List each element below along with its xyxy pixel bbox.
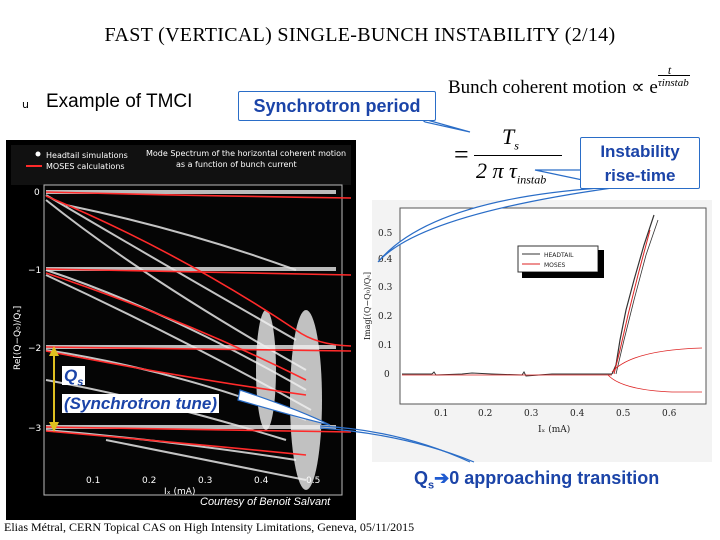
rytick-0: 0 [384, 370, 390, 380]
rytick-2: 0.2 [378, 312, 393, 322]
left-xlabel: Iₓ (mA) [164, 487, 196, 497]
transition-sub: s [428, 479, 435, 492]
coherent-motion-text: Bunch coherent motion ∝ e [448, 77, 658, 98]
rxtick-5: 0.6 [662, 409, 677, 419]
ytick-3: −3 [28, 424, 42, 434]
rxtick-1: 0.2 [478, 409, 493, 419]
qs-sub: s [77, 376, 84, 389]
xtick-2: 0.3 [198, 476, 213, 486]
rise-time-line2: rise-time [604, 166, 676, 185]
left-ylabel: Re[(Q−Q₀)/Qₛ] [13, 305, 23, 370]
exp-denominator: τinstab [657, 77, 689, 89]
rxtick-2: 0.3 [524, 409, 539, 419]
rxtick-3: 0.4 [570, 409, 585, 419]
ytick-0: 0 [34, 188, 40, 198]
rytick-3: 0.3 [378, 283, 393, 293]
legend-headtail-right: HEADTAIL [544, 252, 574, 259]
synchrotron-period-callout: Synchrotron period [238, 91, 436, 121]
qs-line2: (Synchrotron tune) [64, 394, 217, 414]
formula-den-main: 2 π τ [476, 158, 517, 183]
courtesy-credit: Courtesy of Benoit Salvant [200, 496, 331, 508]
qs-main: Q [64, 366, 78, 385]
bullet-marker: u [22, 98, 29, 111]
plot-header-line2: as a function of bunch current [176, 160, 297, 169]
footer-citation: Elias Métral, CERN Topical CAS on High Intensity Limitations, Geneva, 05/11/2015 [4, 520, 415, 534]
formula-num-main: T [502, 124, 515, 149]
xtick-0: 0.1 [86, 476, 101, 486]
formula-num-sub: s [514, 138, 519, 153]
rise-time-callout [580, 137, 700, 189]
rytick-4: 0.4 [378, 255, 393, 265]
xtick-3: 0.4 [254, 476, 269, 486]
synchrotron-tune-label [62, 365, 219, 415]
rxtick-4: 0.5 [616, 409, 631, 419]
rise-time-line1: Instability [600, 142, 680, 161]
legend-moses: MOSES calculations [46, 162, 125, 171]
rytick-1: 0.1 [378, 341, 393, 351]
xtick-1: 0.2 [142, 476, 157, 486]
transition-q: Q [414, 468, 429, 488]
transition-rest: 0 approaching transition [449, 468, 660, 488]
transition-note [414, 468, 659, 492]
right-arrow-icon: ➔ [434, 468, 450, 488]
formula-den-sub: instab [516, 172, 547, 187]
legend-moses-right: MOSES [544, 262, 566, 269]
xtick-4: 0.5 [306, 476, 321, 486]
slide-title: FAST (VERTICAL) SINGLE-BUNCH INSTABILITY (2/14) [104, 24, 616, 46]
plot-header-line1: Mode Spectrum of the horizontal coherent motion [146, 149, 347, 158]
formula-equals: = [454, 140, 469, 169]
exp-numerator: t [667, 63, 672, 77]
ytick-2: −2 [28, 344, 42, 354]
example-text: Example of TMCI [46, 91, 193, 112]
ytick-1: −1 [28, 266, 42, 276]
right-xlabel: Iₓ (mA) [538, 425, 571, 435]
rxtick-0: 0.1 [434, 409, 449, 419]
rytick-5: 0.5 [378, 229, 393, 239]
legend-headtail: Headtail simulations [46, 151, 128, 160]
right-ylabel: Imag[(Q−Q₀)/Qₛ] [363, 271, 372, 340]
